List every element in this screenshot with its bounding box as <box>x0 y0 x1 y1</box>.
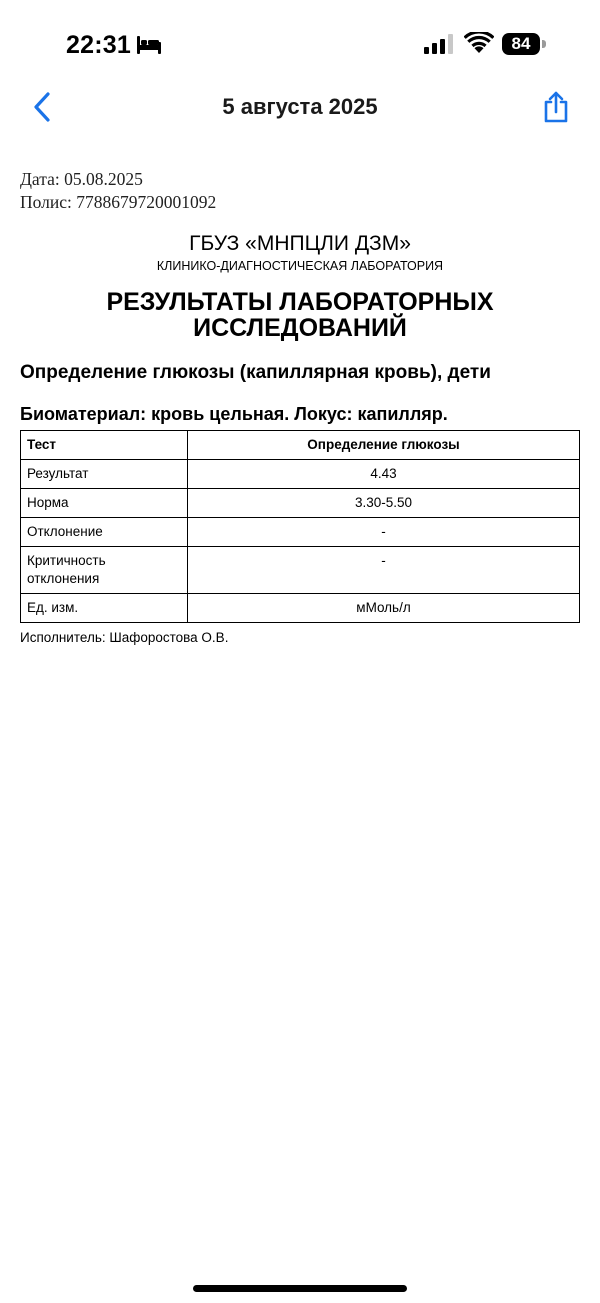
table-row <box>21 594 580 623</box>
table-row <box>21 489 580 518</box>
table-row <box>21 460 580 489</box>
status-time: 22:31 <box>66 31 131 59</box>
row-value-deviation: - <box>188 518 580 547</box>
battery-icon <box>502 33 546 55</box>
lab-report-document <box>20 168 580 647</box>
cellular-signal-icon <box>424 34 456 54</box>
table-header-row <box>21 431 580 460</box>
battery-level: 84 <box>502 33 540 55</box>
biomaterial-info: Биоматериал: кровь цельная. Локус: капилляр. <box>20 404 448 424</box>
bed-icon <box>137 36 161 54</box>
report-date: Дата: 05.08.2025 <box>20 169 143 189</box>
row-value-result: 4.43 <box>188 460 580 489</box>
organization-subtitle: КЛИНИКО-ДИАГНОСТИЧЕСКАЯ ЛАБОРАТОРИЯ <box>156 259 444 273</box>
row-label-unit: Ед. изм. <box>21 594 188 623</box>
results-table <box>20 430 580 623</box>
share-icon[interactable] <box>541 90 571 124</box>
wifi-icon <box>464 32 494 54</box>
row-value-norm: 3.30-5.50 <box>188 489 580 518</box>
home-indicator[interactable] <box>193 1285 407 1292</box>
row-value-unit: мМоль/л <box>188 594 580 623</box>
header-test: Тест <box>21 431 188 460</box>
row-label-norm: Норма <box>21 489 188 518</box>
row-value-criticality: - <box>188 547 580 594</box>
row-label-deviation: Отклонение <box>21 518 188 547</box>
table-row <box>21 518 580 547</box>
organization-name: ГБУЗ «МНПЦЛИ ДЗМ» <box>189 232 411 255</box>
row-label-result: Результат <box>21 460 188 489</box>
executor: Исполнитель: Шафоростова О.В. <box>20 630 229 645</box>
header-test-value: Определение глюкозы <box>188 431 580 460</box>
report-heading: РЕЗУЛЬТАТЫ ЛАБОРАТОРНЫХ ИССЛЕДОВАНИЙ <box>106 288 494 342</box>
status-bar <box>0 0 600 88</box>
test-name: Определение глюкозы (капиллярная кровь), дети <box>20 362 491 383</box>
insurance-policy: Полис: 7788679720001092 <box>20 192 217 212</box>
chevron-left-icon[interactable] <box>28 90 58 124</box>
battery-cap <box>542 40 546 48</box>
nav-title: 5 августа 2025 <box>222 94 378 119</box>
row-label-criticality: Критичность отклонения <box>21 547 188 594</box>
table-row <box>21 547 580 594</box>
